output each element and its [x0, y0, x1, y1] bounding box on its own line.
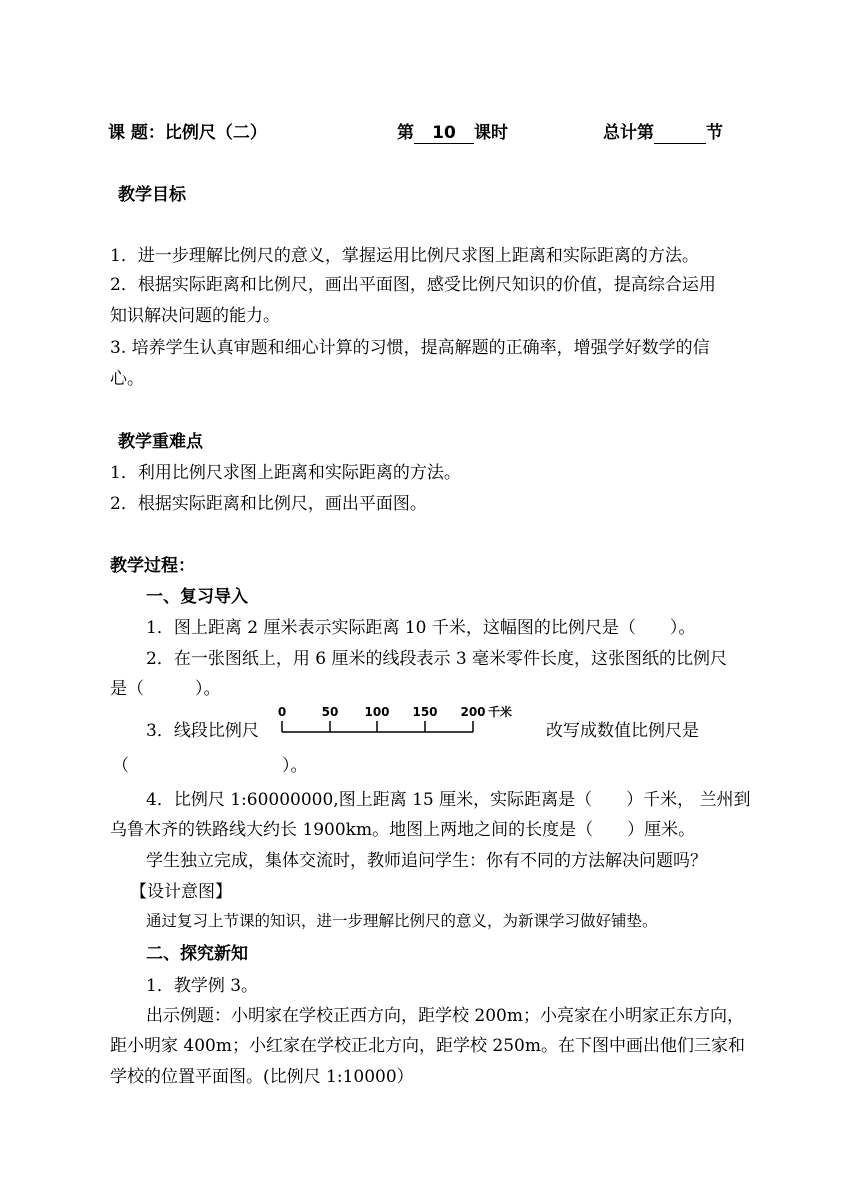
objective-line: 1．进一步理解比例尺的意义，掌握运用比例尺求图上距离和实际距离的方法。 [110, 246, 699, 266]
design-intent-label: 【设计意图】 [130, 882, 232, 902]
question-3-suffix: 改写成数值比例尺是 [546, 721, 699, 741]
example-title: 1．教学例 3。 [146, 976, 259, 996]
scale-label: 150 [412, 705, 438, 719]
key-point-line: 1．利用比例尺求图上距离和实际距离的方法。 [110, 463, 461, 483]
question-2-line1: 2．在一张图纸上，用 6 厘米的线段表示 3 毫米零件长度，这张图纸的比例尺 [146, 649, 728, 669]
total-suffix: 节 [706, 123, 723, 143]
objectives-heading: 教学目标 [118, 185, 186, 205]
example-line: 距小明家 400m；小红家在学校正北方向，距学校 250m。在下图中画出他们三家和 [110, 1036, 745, 1056]
process-heading: 教学过程： [110, 556, 195, 576]
scale-label: 0 [277, 705, 287, 719]
key-point-line: 2．根据实际距离和比例尺，画出平面图。 [110, 494, 427, 514]
question-1: 1．图上距离 2 厘米表示实际距离 10 千米，这幅图的比例尺是（ ）。 [146, 618, 696, 638]
scale-label: 100 [364, 705, 390, 719]
total-prefix: 总计第 [603, 123, 654, 143]
lesson-header [108, 118, 267, 143]
objective-line: 心。 [110, 369, 144, 389]
section-title-explore: 二、探究新知 [146, 944, 248, 964]
objective-line: 3. 培养学生认真审题和细心计算的习惯，提高解题的正确率，增强学好数学的信 [110, 338, 710, 358]
section-title-review: 一、复习导入 [146, 587, 248, 607]
question-2-line2: 是（ ）。 [110, 679, 221, 699]
lesson-suffix: 课时 [474, 123, 508, 143]
student-activity: 学生独立完成，集体交流时，教师追问学生：你有不同的方法解决问题吗？ [146, 851, 707, 871]
line-scale-bar [268, 702, 538, 742]
example-line: 出示例题：小明家在学校正西方向，距学校 200m；小亮家在小明家正东方向， [146, 1006, 744, 1026]
key-points-heading: 教学重难点 [118, 432, 203, 452]
lesson-prefix: 第 [397, 123, 414, 143]
topic-label: 课 题： [108, 123, 165, 143]
question-4-line2: 乌鲁木齐的铁路线大约长 1900km。地图上两地之间的长度是（ ）厘米。 [110, 820, 696, 840]
objective-line: 2．根据实际距离和比例尺，画出平面图，感受比例尺知识的价值，提高综合运用 [110, 275, 716, 295]
example-line: 学校的位置平面图。(比例尺 1:10000） [110, 1067, 414, 1087]
scale-label: 50 [321, 705, 339, 719]
lesson-number: 10 [414, 123, 474, 144]
question-3-prefix: 3．线段比例尺 [146, 721, 259, 741]
lesson-number-line [397, 118, 508, 144]
design-intent-text: 通过复习上节课的知识，进一步理解比例尺的意义，为新课学习做好铺垫。 [146, 912, 658, 930]
total-value [654, 123, 706, 144]
lesson-topic: 比例尺（二） [164, 123, 267, 143]
scale-label: 200 [460, 705, 486, 719]
scale-unit: 千米 [488, 705, 513, 719]
objective-line: 知识解决问题的能力。 [110, 306, 280, 326]
question-3-answer: （ ）。 [112, 756, 308, 776]
total-count-line [603, 118, 723, 144]
question-4-line1: 4．比例尺 1:60000000,图上距离 15 厘米，实际距离是（ ）千米， 兰州到 [146, 790, 751, 810]
